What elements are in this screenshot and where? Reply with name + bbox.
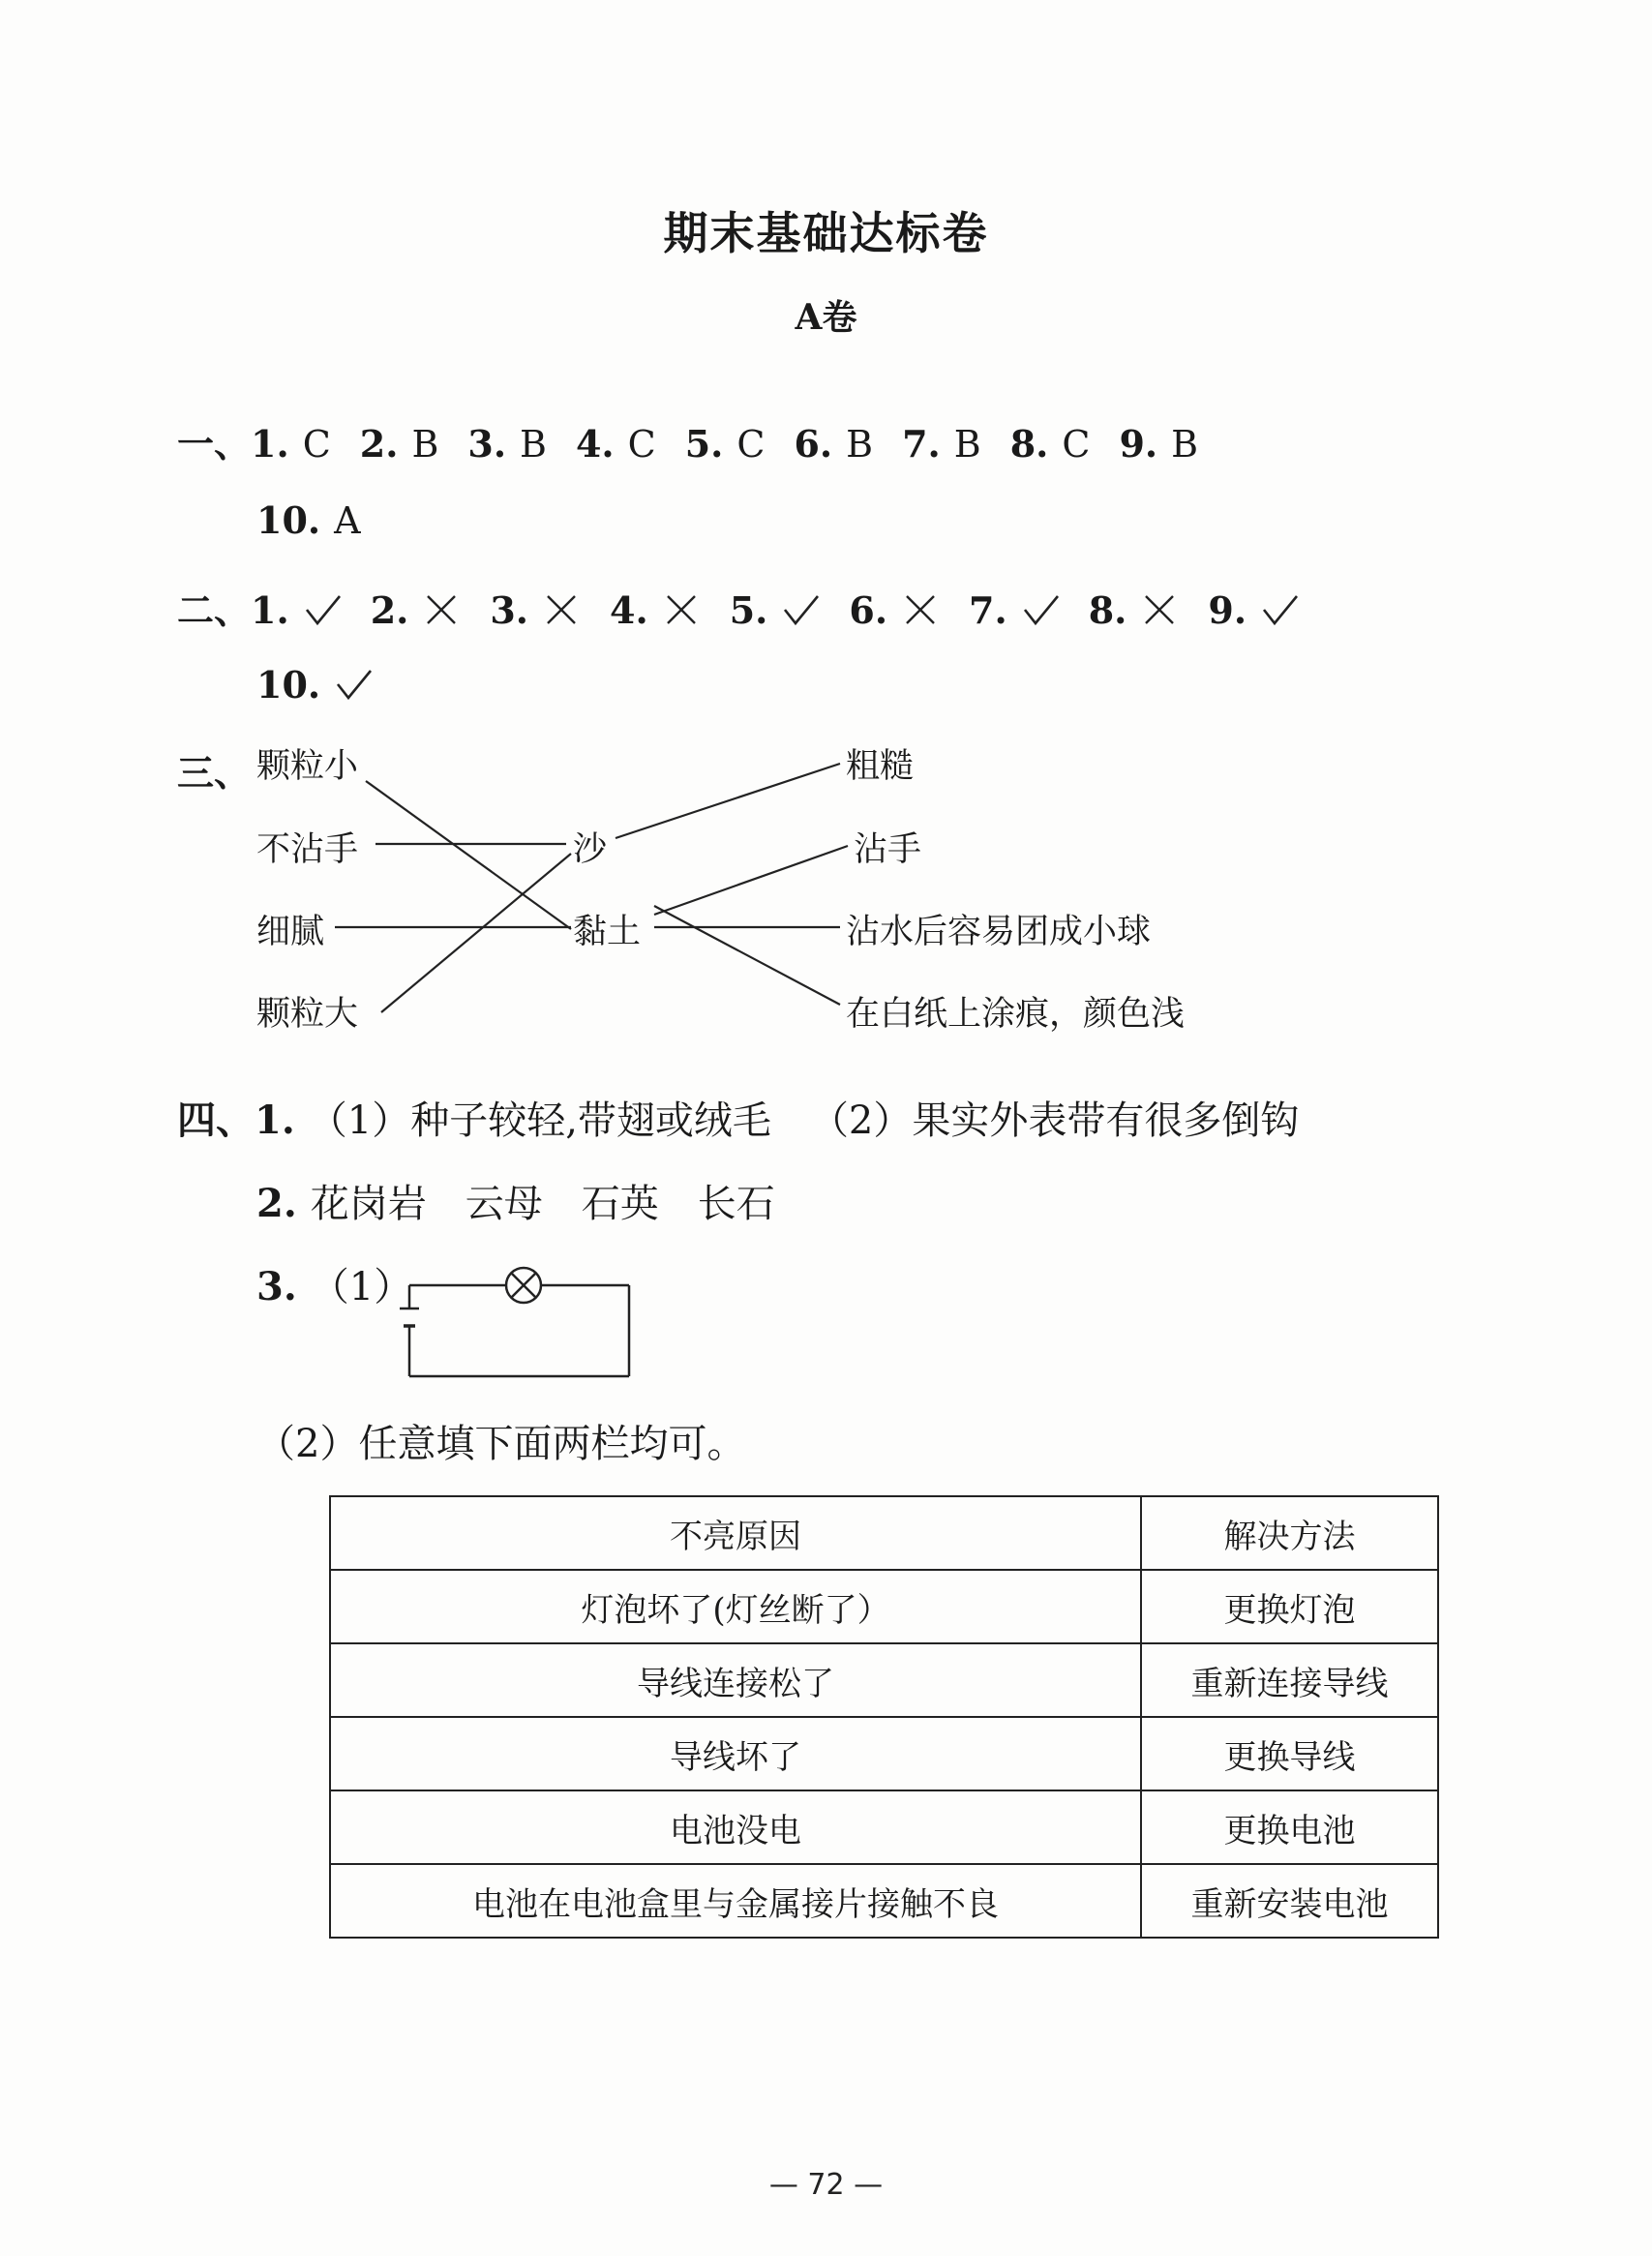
question-number: 1.: [251, 588, 289, 632]
question-number: 3.: [490, 588, 529, 632]
question-number: 4.: [575, 422, 615, 466]
table-cell: 电池在电池盒里与金属接片接触不良: [330, 1864, 1141, 1938]
section-4-q2: [256, 1173, 775, 1228]
answer-text: 长石: [697, 1182, 775, 1226]
answer-letter: B: [411, 423, 439, 466]
circuit-diagram: [392, 1256, 634, 1382]
right-term: 沾水后容易团成小球: [846, 913, 1152, 951]
answer-letter: C: [302, 423, 331, 466]
table-cell: 导线连接松了: [330, 1643, 1141, 1717]
question-number: 9.: [1119, 422, 1158, 466]
question-number: 7.: [969, 588, 1007, 632]
answer-text: 石英: [581, 1182, 659, 1226]
troubleshooting-table: [329, 1495, 1439, 1939]
page-number: — 72 —: [768, 2168, 884, 2202]
table-cell: 更换电池: [1141, 1790, 1438, 1864]
question-number: 10.: [256, 663, 321, 707]
answer-text: （1）: [310, 1265, 413, 1309]
answer-letter: C: [627, 423, 656, 466]
question-number: 7.: [902, 422, 941, 466]
left-term: 细腻: [256, 913, 325, 951]
middle-term: 黏土: [573, 913, 642, 951]
answer-letter: C: [736, 423, 766, 466]
section-4-q3-part2: （2）任意填下面两栏均可。: [256, 1422, 746, 1466]
page-title: 期末基础达标卷: [663, 207, 989, 259]
answer-letter: B: [953, 423, 981, 466]
table-row: [330, 1790, 1438, 1864]
answer-letter: B: [846, 423, 874, 466]
table-row: [330, 1570, 1438, 1643]
section-4-q3: [256, 1256, 412, 1311]
match-line: [654, 846, 848, 915]
question-number: 1.: [251, 422, 289, 466]
section-2-label: 二、: [177, 588, 252, 632]
question-number: 5.: [684, 422, 724, 466]
section-1-label: 一、: [177, 422, 252, 466]
question-number: 3.: [256, 1264, 297, 1309]
question-number: 5.: [729, 588, 768, 632]
table-row: [330, 1717, 1438, 1790]
answer-letter: A: [334, 499, 361, 542]
answer-letter: C: [1062, 423, 1091, 466]
question-number: 10.: [256, 498, 321, 542]
answer-letter: B: [520, 423, 547, 466]
question-number: 1.: [255, 1098, 295, 1143]
table-cell: 重新连接导线: [1141, 1643, 1438, 1717]
match-line: [366, 781, 571, 929]
table-row: [330, 1864, 1438, 1938]
question-number: 8.: [1088, 588, 1127, 632]
right-term: 在白纸上涂痕，颜色浅: [846, 995, 1186, 1034]
table-cell: 电池没电: [330, 1790, 1141, 1864]
question-number: 2.: [370, 588, 409, 632]
answer-text: 云母: [465, 1182, 543, 1226]
question-number: 2.: [256, 1181, 297, 1226]
table-header-row: [330, 1496, 1438, 1570]
table-cell: 灯泡坏了(灯丝断了）: [330, 1570, 1141, 1643]
answer-text: （1）种子较轻,带翅或绒毛: [308, 1098, 771, 1143]
table-cell: 更换导线: [1141, 1717, 1438, 1790]
answer-letter: B: [1171, 423, 1199, 466]
table-header: 不亮原因: [330, 1496, 1141, 1570]
question-number: 4.: [610, 588, 648, 632]
left-term: 不沾手: [256, 830, 359, 869]
match-line: [381, 854, 571, 1012]
question-number: 9.: [1208, 588, 1247, 632]
match-line: [654, 906, 840, 1005]
table-cell: 导线坏了: [330, 1717, 1141, 1790]
paper-subtitle: A卷: [795, 297, 857, 338]
left-term: 颗粒大: [256, 995, 359, 1034]
left-term: 颗粒小: [256, 747, 359, 786]
question-number: 3.: [467, 422, 507, 466]
question-number: 6.: [794, 422, 833, 466]
section-4-label: 四、: [177, 1098, 255, 1143]
question-number: 6.: [849, 588, 888, 632]
table-cell: 重新安装电池: [1141, 1864, 1438, 1938]
right-term: 粗糙: [846, 747, 915, 786]
answer-text: （2）果实外表带有很多倒钩: [809, 1098, 1300, 1143]
question-number: 2.: [359, 422, 399, 466]
middle-term: 沙: [573, 830, 608, 869]
right-term: 沾手: [854, 830, 922, 869]
section-3-label: 三、: [177, 751, 252, 795]
table-header: 解决方法: [1141, 1496, 1438, 1570]
question-number: 8.: [1009, 422, 1049, 466]
match-line: [616, 764, 840, 838]
table-row: [330, 1643, 1438, 1717]
answer-text: 花岗岩: [310, 1182, 427, 1226]
section-4-q1: [177, 1090, 1299, 1145]
table-cell: 更换灯泡: [1141, 1570, 1438, 1643]
